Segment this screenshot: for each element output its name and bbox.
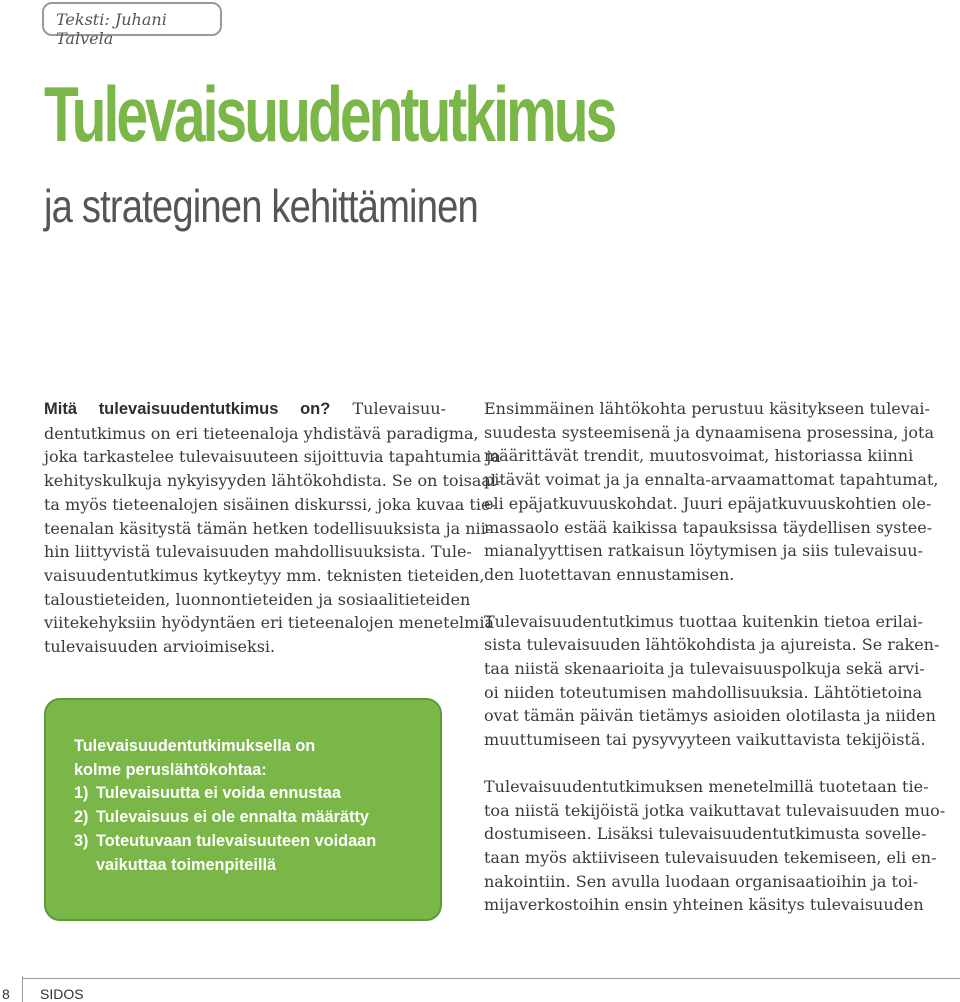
box-intro: Tulevaisuudentutkimuksella on — [74, 737, 316, 755]
box-item: 2) Tulevaisuus ei ole ennalta määrätty — [74, 808, 369, 827]
box-item: 3) Toteutuvaan tulevaisuuteen voidaan — [74, 831, 377, 850]
body-line: muuttumiseen tai pysyvyyteen vaikuttavista tekijöistä. — [484, 730, 926, 750]
body-line: määrittävät trendit, muutosvoimat, historiassa kiinni — [484, 446, 914, 466]
box-intro: kolme peruslähtökohtaa: — [74, 760, 267, 779]
body-line: kehityskulkuja nykyisyyden lähtökohdista. Se on toisaal- — [44, 471, 502, 491]
body-line: hin liittyvistä tulevaisuuden mahdollisuuksista. Tule- — [44, 542, 472, 562]
body-line: Tulevaisuudentutkimus tuottaa kuitenkin tietoa erilai- — [484, 611, 923, 631]
key-points-text — [74, 735, 424, 877]
footer-rule — [22, 978, 960, 979]
body-line: dentutkimus on eri tieteenaloja yhdistävä paradigma, — [44, 423, 479, 443]
body-line: mianalyyttisen ratkaisun löytymisen ja siis tulevaisuu- — [484, 541, 923, 561]
body-line: den luotettavan ennustamisen. — [484, 564, 735, 584]
body-line: pitävät voimat ja ja ennalta-arvaamattomat tapahtumat, — [484, 470, 939, 490]
body-line: sista tulevaisuuden lähtökohdista ja ajureista. Se raken- — [484, 635, 940, 655]
body-line: ta myös tieteenalojen sisäinen diskurssi, joka kuvaa tie- — [44, 494, 496, 514]
body-line: taan myös aktiiviseen tulevaisuuden tekemiseen, eli en- — [484, 847, 937, 867]
body-line: tulevaisuuden arvioimiseksi. — [44, 637, 276, 657]
body-line: suudesta systeemisenä ja dynaamisena prosessina, jota — [484, 422, 934, 442]
body-line: ovat tämän päivän tietämys asioiden olotilasta ja niiden — [484, 706, 936, 726]
lead-question: Mitä tulevaisuudentutkimus on? — [44, 400, 331, 418]
body-line: dostumiseen. Lisäksi tulevaisuudentutkimusta sovelle- — [484, 824, 927, 844]
footer-divider — [22, 976, 23, 1002]
left-column — [44, 397, 502, 659]
body-line: massaolo estää kaikissa tapauksissa täydellisen systee- — [484, 517, 933, 537]
box-item-continuation: vaikuttaa toimenpiteillä — [96, 855, 277, 874]
body-line: viitekehyksiin hyödyntäen eri tieteenalojen menetelmiä — [44, 613, 494, 633]
body-line: teenalan käsitystä tämän hetken todellisuuksista ja nii- — [44, 518, 492, 538]
body-line: mijaverkostoihin ensin yhteinen käsitys tulevaisuuden — [484, 895, 924, 915]
body-line: eli epäjatkuvuuskohdat. Juuri epäjatkuvuuskohtien ole- — [484, 493, 932, 513]
article-title: Tulevaisuudentutkimus — [44, 70, 615, 158]
body-line: taa niistä skenaarioita ja tulevaisuuspolkuja sekä arvi- — [484, 659, 925, 679]
box-item: 1) Tulevaisuutta ei voida ennustaa — [74, 784, 341, 803]
body-line: nakointiin. Sen avulla luodaan organisaatioihin ja toi- — [484, 871, 919, 891]
right-column — [484, 397, 946, 917]
body-line: joka tarkastelee tulevaisuuteen sijoittuvia tapahtumia ja — [44, 447, 501, 467]
body-line: toa niistä tekijöistä jotka vaikuttavat tulevaisuuden muo- — [484, 800, 946, 820]
body-line: vaisuudentutkimus kytkeytyy mm. teknisten tieteiden, — [44, 565, 485, 585]
body-line: oi niiden toteutumisen mahdollisuuksia. Lähtötietoina — [484, 682, 923, 702]
magazine-name: SIDOS — [40, 986, 84, 1002]
page-number: 8 — [2, 986, 10, 1002]
author-credit: Teksti: Juhani Talvela — [42, 2, 222, 36]
body-line: Tulevaisuudentutkimuksen menetelmillä tuotetaan tie- — [484, 776, 929, 796]
body-line: Ensimmäinen lähtökohta perustuu käsitykseen tulevai- — [484, 399, 930, 418]
article-subtitle: ja strateginen kehittäminen — [44, 180, 478, 232]
body-line: Mitä tulevaisuudentutkimus on? Tulevaisuu- — [44, 399, 446, 418]
body-line: taloustieteiden, luonnontieteiden ja sosiaalitieteiden — [44, 589, 471, 609]
